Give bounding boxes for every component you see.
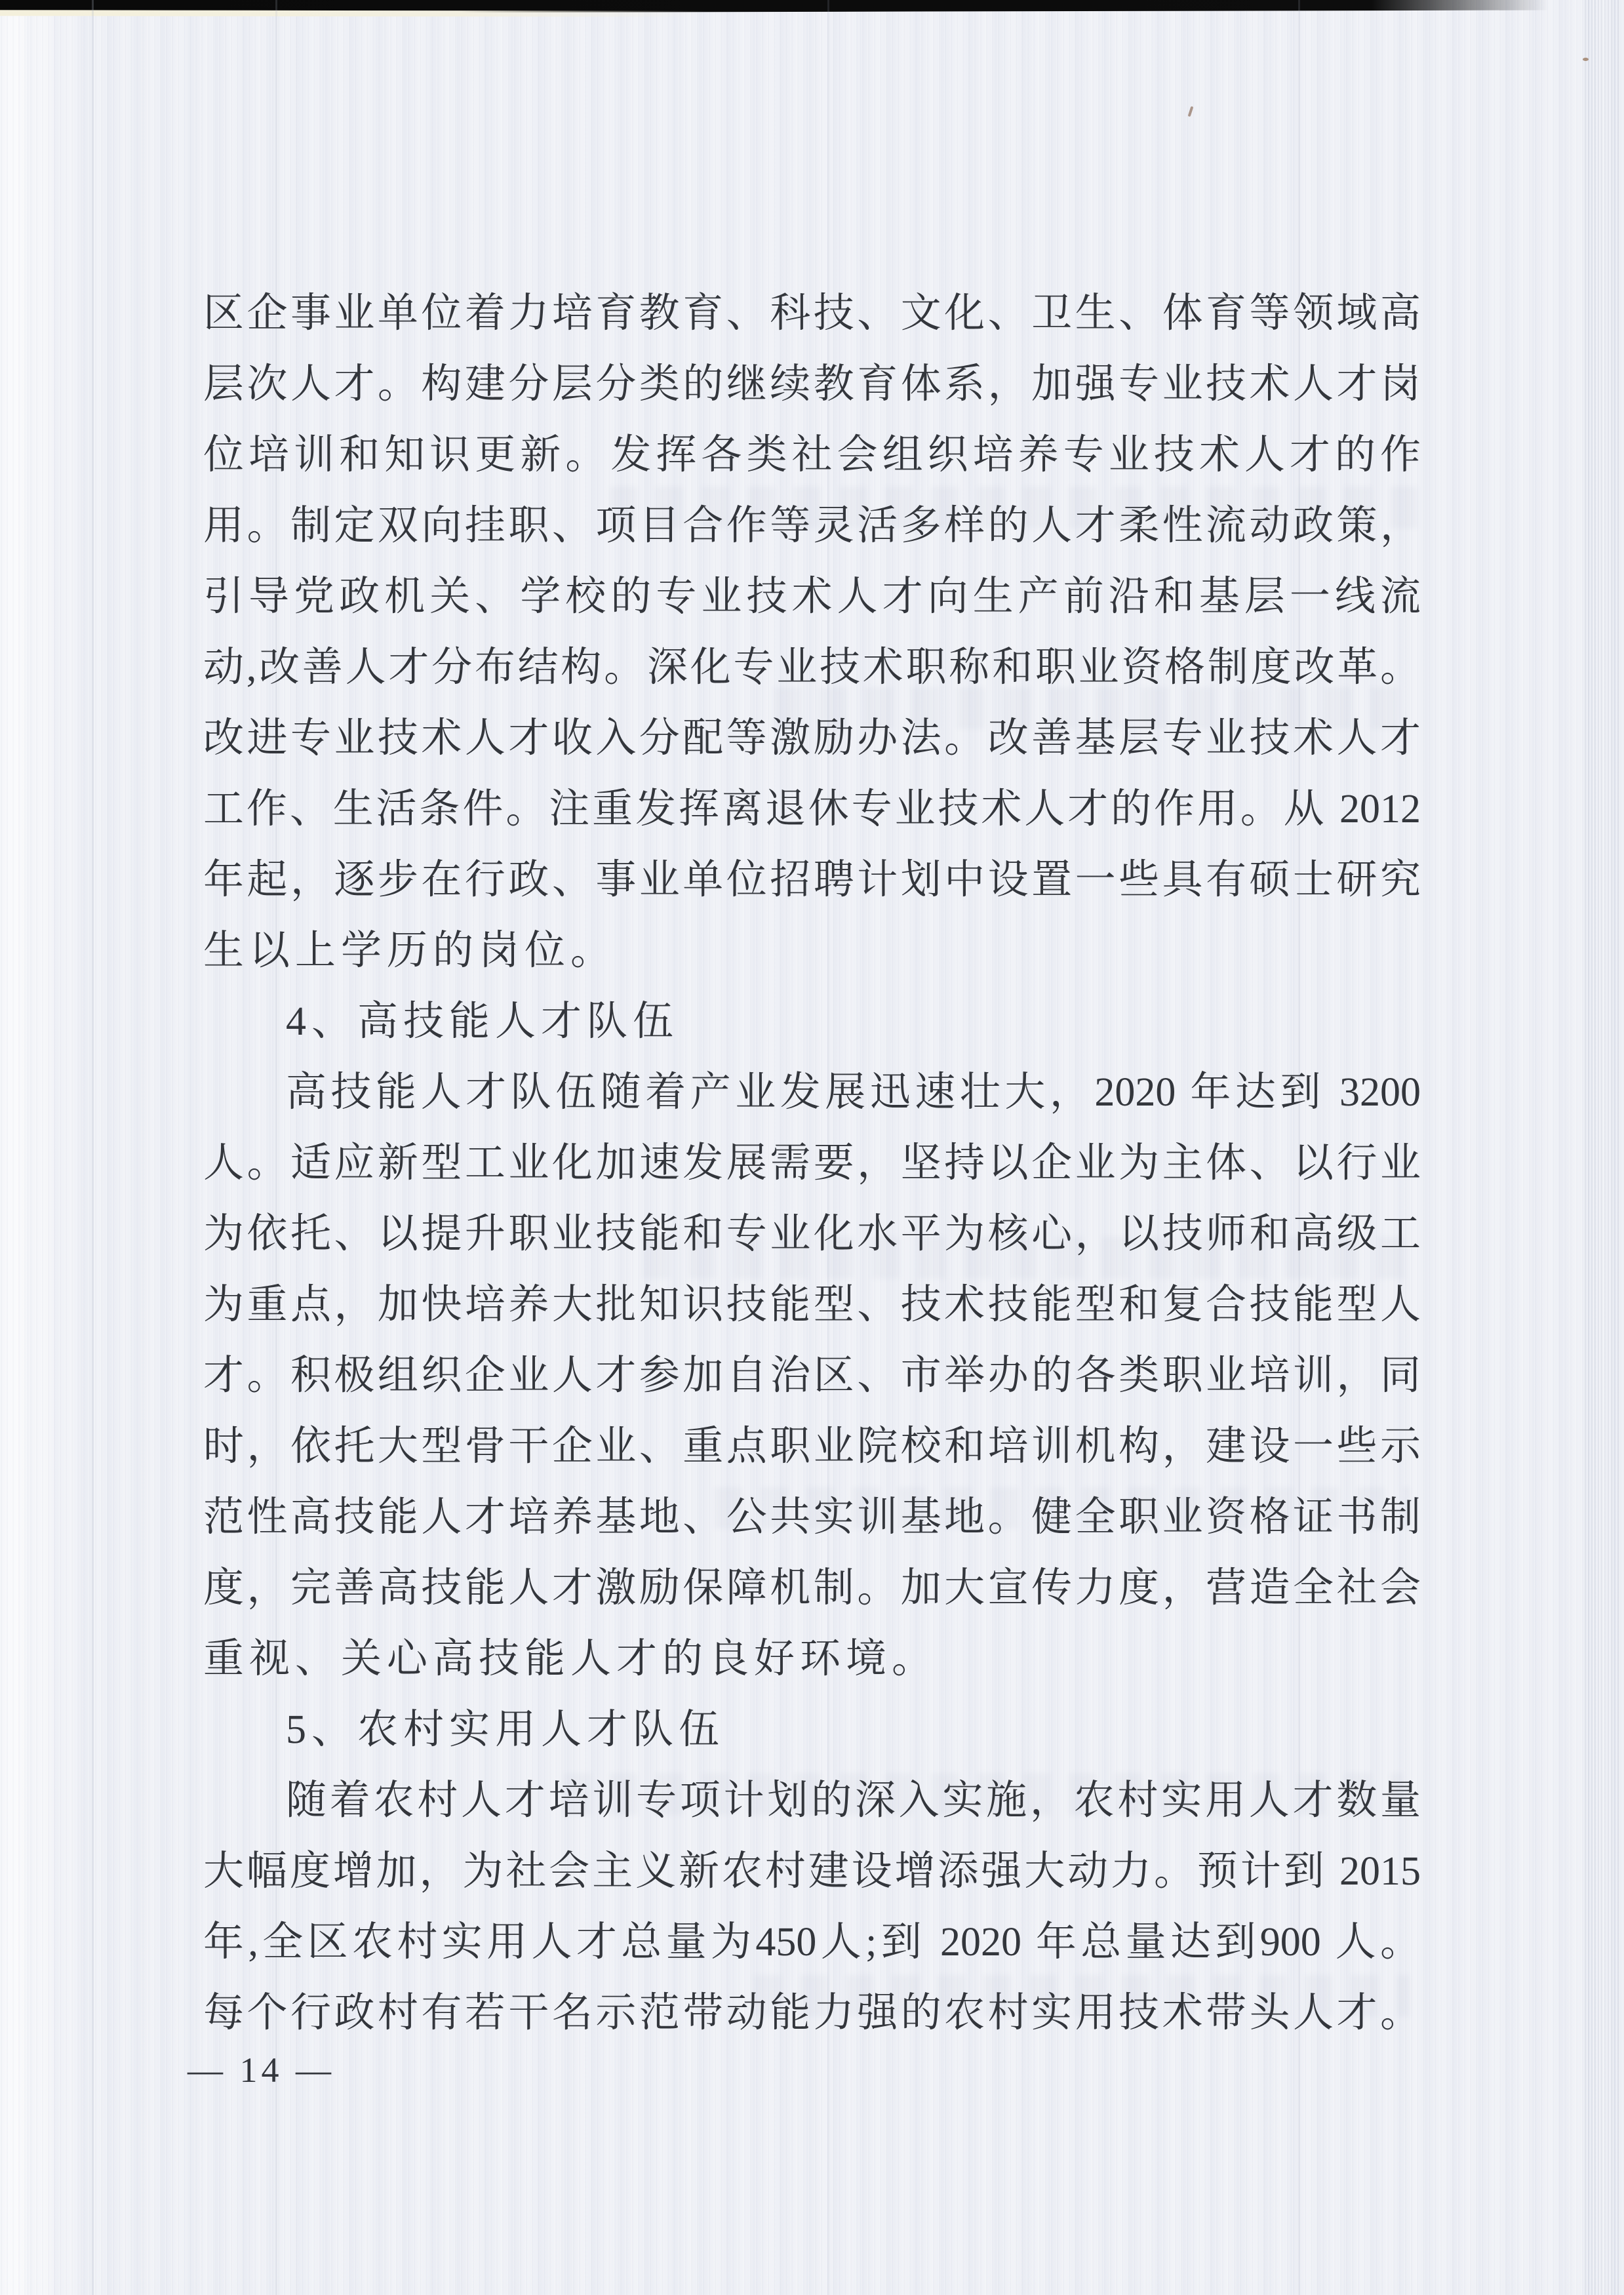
text-line: 高技能人才队伍随着产业发展迅速壮大，2020 年达到 3200 — [286, 1070, 1421, 1115]
text-line: 人。适应新型工业化加速发展需要，坚持以企业为主体、以行业 — [203, 1141, 1421, 1186]
text-line: 改进专业技术人才收入分配等激励办法。改善基层专业技术人才 — [203, 716, 1421, 761]
text-line: 动,改善人才分布结构。深化专业技术职称和职业资格制度改革。 — [203, 645, 1421, 690]
paper-speck — [1583, 58, 1589, 61]
section-heading: 4、高技能人才队伍 — [286, 999, 679, 1044]
text-line: 区企事业单位着力培育教育、科技、文化、卫生、体育等领域高 — [203, 291, 1421, 336]
text-line: 年起，逐步在行政、事业单位招聘计划中设置一些具有硕士研究 — [203, 858, 1421, 902]
text-line: 重视、关心高技能人才的良好环境。 — [203, 1637, 938, 1681]
text-line: 范性高技能人才培养基地、公共实训基地。健全职业资格证书制 — [203, 1495, 1421, 1540]
text-line: 每个行政村有若干名示范带动能力强的农村实用技术带头人才。 — [203, 1991, 1421, 2035]
text-line: 大幅度增加，为社会主义新农村建设增添强大动力。预计到 2015 — [203, 1849, 1421, 1894]
paper-speck — [1188, 106, 1194, 117]
text-line: 随着农村人才培训专项计划的深入实施，农村实用人才数量 — [286, 1778, 1421, 1823]
text-line: 度，完善高技能人才激励保障机制。加大宣传力度，营造全社会 — [203, 1566, 1421, 1610]
text-line: 为依托、以提升职业技能和专业化水平为核心，以技师和高级工 — [203, 1212, 1421, 1256]
scan-streak-band — [1585, 0, 1619, 2295]
text-line: 时，依托大型骨干企业、重点职业院校和培训机构，建设一些示 — [203, 1424, 1421, 1469]
section-heading: 5、农村实用人才队伍 — [286, 1707, 725, 1752]
text-block — [203, 278, 1421, 2048]
text-line: 引导党政机关、学校的专业技术人才向生产前沿和基层一线流 — [203, 574, 1421, 619]
text-line: 年,全区农村实用人才总量为450人;到 2020 年总量达到900 人。 — [203, 1920, 1421, 1965]
scan-streak — [92, 0, 94, 2295]
text-line: 工作、生活条件。注重发挥离退休专业技术人才的作用。从 2012 — [203, 787, 1421, 831]
text-line: 层次人才。构建分层分类的继续教育体系，加强专业技术人才岗 — [203, 362, 1421, 407]
text-line: 生以上学历的岗位。 — [203, 928, 617, 973]
text-line: 用。制定双向挂职、项目合作等灵活多样的人才柔性流动政策， — [203, 504, 1421, 548]
text-line: 为重点，加快培养大批知识技能型、技术技能型和复合技能型人 — [203, 1283, 1421, 1327]
text-line: 才。积极组织企业人才参加自治区、市举办的各类职业培训，同 — [203, 1353, 1421, 1398]
text-line: 位培训和知识更新。发挥各类社会组织培养专业技术人才的作 — [203, 433, 1421, 477]
page-number: — 14 — — [188, 2050, 335, 2090]
paper-edge-artifact — [0, 10, 721, 17]
